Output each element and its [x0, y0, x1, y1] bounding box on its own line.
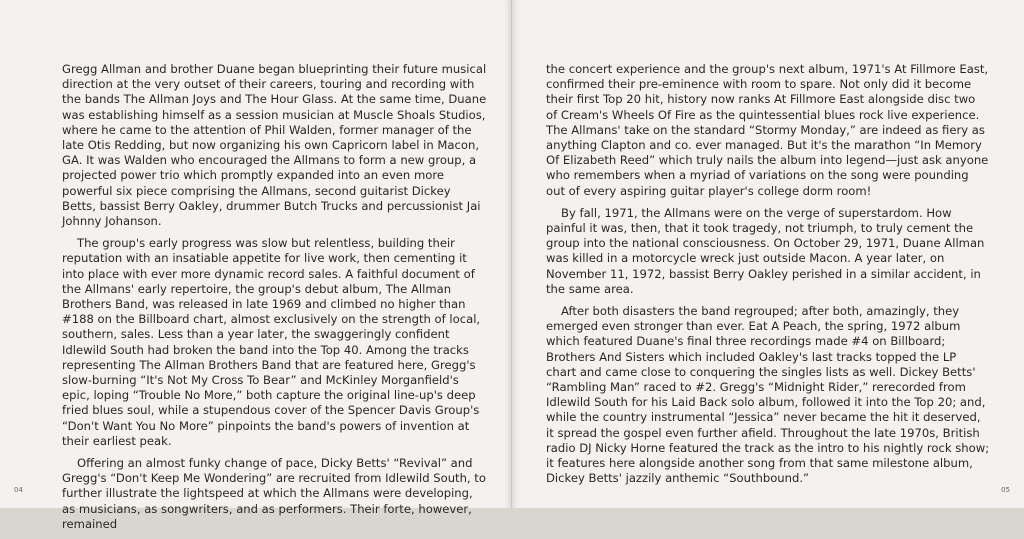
- left-page: [0, 0, 512, 531]
- paragraph: After both disasters the band regrouped; after both, amazingly, they emerged even stronger than ever. Eat A Peach, the spring, 1972 album which featured Duane's final three recordings made #4 on Billboard; Brothers And Sisters which included Oakley's last tracks topped the LP chart and came close to conquering the singles lists as well. Dickey Betts' “Rambling Man” raced to #2. Gregg's “Midnight Rider,” rerecorded from Idlewild South for his Laid Back solo album, followed it into the Top 20; and, while the country instrumental “Jessica” never became the hit it deserved, it spread the gospel even further afield. Throughout the late 1970s, British radio DJ Nicky Horne featured the track as the intro to his nightly rock show; it features here alongside another song from that same milestone album, Dickey Betts' jazzily anthemic “Southbound.”: [546, 304, 990, 486]
- paragraph: Gregg Allman and brother Duane began blueprinting their future musical direction at the very outset of their careers, touring and recording with the bands The Allman Joys and The Hour Glass. At the same time, Duane was establishing himself as a session musician at Muscle Shoals Studios, where he came to the attention of Phil Walden, former manager of the late Otis Redding, but now organizing his own Capricorn label in Macon, GA. It was Walden who encouraged the Allmans to form a new group, a projected power trio which promptly expanded into an even more powerful six piece comprising the Allmans, second guitarist Dickey Betts, bassist Berry Oakley, drummer Butch Trucks and percussionist Jai Johnny Johanson.: [62, 62, 487, 229]
- paragraph: Offering an almost funky change of pace, Dicky Betts' “Revival” and Gregg's “Don't Keep Me Wondering” are recruited from Idlewild South, to further illustrate the lightspeed at which the Allmans were developing, as musicians, as songwriters, and as performers. Their forte, however, remained: [62, 456, 486, 531]
- paragraph: The group's early progress was slow but relentless, building their reputation with an insatiable appetite for live work, then cementing it into place with ever more dynamic record sales. A faithful document of the Allmans' early repertoire, the group's debut album, The Allman Brothers Band, was released in late 1969 and climbed no higher than #188 on the Billboard chart, almost exclusively on the strength of local, southern, sales. Less than a year later, the swaggeringly confident Idlewild South had broken the band into the Top 40. Among the tracks representing The Allman Brothers Band that are featured here, Gregg's slow-burning “It's Not My Cross To Bear” and McKinley Morganfield's epic, loping “Trouble No More,” both capture the original line-up's deep fried blues soul, while a stupendous cover of the Spencer Davis Group's “Don't Want You No More” pinpoints the band's powers of invention at their earliest peak.: [62, 236, 481, 448]
- right-page-body: [546, 62, 990, 493]
- page-number: 04: [14, 486, 23, 494]
- page-number: 05: [1001, 486, 1010, 494]
- right-page: [512, 0, 1024, 508]
- left-page-body: [62, 62, 488, 539]
- paragraph: the concert experience and the group's next album, 1971's At Fillmore East, confirmed their pre-eminence with room to spare. Not only did it become their first Top 20 hit, history now ranks At Fillmore East alongside disc two of Cream's Wheels Of Fire as the quintessential blues rock live experience. The Allmans' take on the standard “Stormy Monday,” are indeed as fiery as anything Clapton and co. ever managed. But it's the marathon “In Memory Of Elizabeth Reed” which truly nails the album into legend—just ask anyone who remembers when a myriad of variations on the song were pounding out of every aspiring guitar player's college dorm room!: [546, 62, 989, 198]
- paragraph: By fall, 1971, the Allmans were on the verge of superstardom. How painful it was, then, that it took tragedy, not triumph, to truly cement the group into the national consciousness. On October 29, 1971, Duane Allman was killed in a motorcycle wreck just outside Macon. A year later, on November 11, 1972, bassist Berry Oakley perished in a similar accident, in the same area.: [546, 205, 985, 296]
